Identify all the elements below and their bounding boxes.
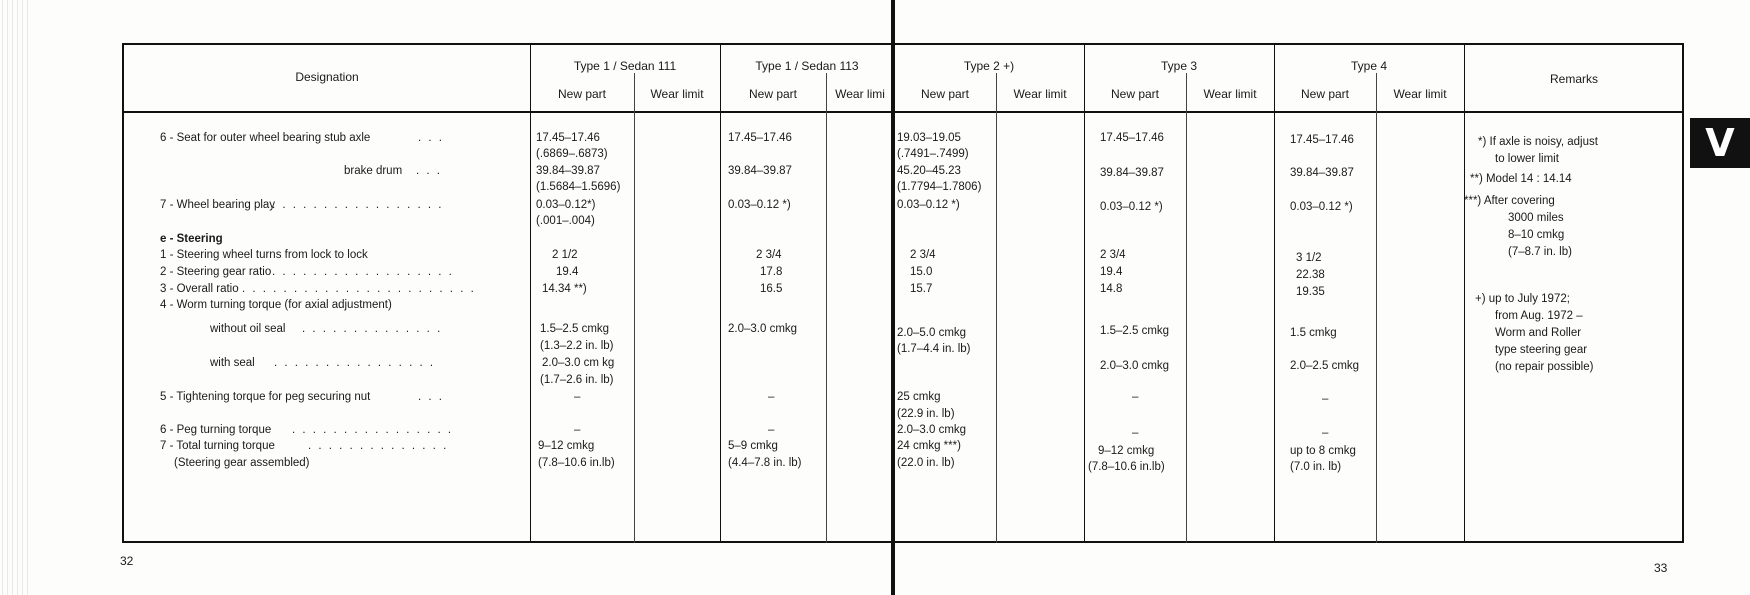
spec-table: [122, 43, 1684, 543]
leader-dots: . . . . . . . . . . . . . .: [308, 440, 449, 452]
value-cell: 2.0–3.0 cmkg: [1100, 360, 1170, 372]
value-cell: (7.8–10.6 in.lb): [1088, 461, 1165, 473]
remark-line: ***) After covering: [1464, 195, 1555, 207]
column-divider: [530, 45, 531, 541]
paper-edge-texture: [0, 0, 30, 595]
remark-line: *) If axle is noisy, adjust: [1478, 136, 1598, 148]
leader-dots: . . .: [416, 165, 442, 177]
value-cell: –: [1322, 427, 1329, 439]
value-cell: up to 8 cmkg: [1290, 445, 1356, 457]
value-cell: 19.4: [556, 266, 579, 278]
value-cell: 19.03–19.05: [897, 132, 961, 144]
leader-dots: . . . . . . . . . . . . . . . . .: [272, 199, 444, 211]
column-divider: [894, 45, 895, 541]
designation-header: Designation: [295, 70, 359, 84]
column-divider: [1464, 45, 1465, 541]
subcolumn-divider: [996, 73, 997, 543]
designation-row: 3 - Overall ratio: [160, 283, 239, 295]
new-part-header: New part: [1110, 87, 1160, 101]
leader-dots: . . . . . . . . . . . . . . . . . . . . . . .: [242, 283, 476, 295]
new-part-header: New part: [920, 87, 970, 101]
value-cell: 0.03–0.12 *): [728, 199, 791, 211]
leader-dots: . . . . . . . . . . . . . . . .: [292, 424, 454, 436]
value-cell: –: [768, 424, 775, 436]
remark-line: from Aug. 1972 –: [1495, 310, 1583, 322]
value-cell: 3 1/2: [1296, 252, 1322, 264]
section-tab: V: [1690, 118, 1750, 168]
value-cell: 2.0–2.5 cmkg: [1290, 360, 1360, 372]
subcolumn-divider: [634, 73, 635, 543]
value-cell: (22.0 in. lb): [897, 457, 955, 469]
value-cell: 19.35: [1296, 286, 1325, 298]
type3-header: Type 3: [1160, 59, 1198, 73]
leader-dots: . . . . . . . . . . . . . . . . . .: [272, 266, 454, 278]
value-cell: 5–9 cmkg: [728, 440, 778, 452]
remark-line: **) Model 14 : 14.14: [1470, 173, 1572, 185]
value-cell: –: [1132, 427, 1139, 439]
value-cell: –: [574, 391, 581, 403]
value-cell: 16.5: [760, 283, 783, 295]
value-cell: 39.84–39.87: [536, 165, 600, 177]
designation-row: 6 - Seat for outer wheel bearing stub axle: [160, 132, 371, 144]
new-part-header: New part: [1300, 87, 1350, 101]
wear-limit-header: Wear limi: [835, 87, 885, 101]
leader-dots: . . .: [418, 391, 444, 403]
wear-limit-header: Wear limit: [1393, 87, 1447, 101]
value-cell: 15.0: [910, 266, 933, 278]
remark-line: (no repair possible): [1495, 361, 1594, 373]
value-cell: 0.03–0.12 *): [897, 199, 960, 211]
wear-limit-header: Wear limit: [1203, 87, 1257, 101]
value-cell: 22.38: [1296, 269, 1325, 281]
value-cell: (22.9 in. lb): [897, 408, 955, 420]
designation-row: 7 - Wheel bearing play: [160, 199, 276, 211]
value-cell: (.001–.004): [536, 215, 595, 227]
subcolumn-divider: [1186, 73, 1187, 543]
value-cell: 2.0–3.0 cmkg: [728, 323, 798, 335]
value-cell: (1.7–2.6 in. lb): [540, 374, 614, 386]
column-divider: [1084, 45, 1085, 541]
wear-limit-header: Wear limit: [1013, 87, 1067, 101]
value-cell: 17.45–17.46: [1290, 134, 1354, 146]
value-cell: (7.8–10.6 in.lb): [538, 457, 615, 469]
designation-row: 5 - Tightening torque for peg securing nut: [160, 391, 371, 403]
value-cell: 17.8: [760, 266, 783, 278]
value-cell: 2.0–3.0 cmkg: [897, 424, 967, 436]
value-cell: 1.5–2.5 cmkg: [1100, 325, 1170, 337]
value-cell: –: [1132, 391, 1139, 403]
value-cell: 2.0–5.0 cmkg: [897, 327, 967, 339]
designation-row: 4 - Worm turning torque (for axial adjustment): [160, 299, 392, 311]
page-number-left: 32: [120, 554, 134, 568]
designation-row: 2 - Steering gear ratio: [160, 266, 272, 278]
value-cell: 2 3/4: [756, 249, 782, 261]
designation-row: brake drum: [344, 165, 403, 177]
remark-line: Worm and Roller: [1495, 327, 1582, 339]
value-cell: 2 3/4: [910, 249, 936, 261]
remark-line: +) up to July 1972;: [1475, 293, 1570, 305]
value-cell: (7.0 in. lb): [1290, 461, 1342, 473]
value-cell: 19.4: [1100, 266, 1123, 278]
value-cell: 39.84–39.87: [728, 165, 792, 177]
value-cell: 2.0–3.0 cm kg: [542, 357, 615, 369]
value-cell: 14.8: [1100, 283, 1123, 295]
remark-line: (7–8.7 in. lb): [1508, 246, 1572, 258]
designation-row: (Steering gear assembled): [174, 457, 310, 469]
value-cell: 9–12 cmkg: [1098, 445, 1155, 457]
leader-dots: . . . . . . . . . . . . . . . .: [274, 357, 436, 369]
designation-row: 7 - Total turning torque: [160, 440, 275, 452]
value-cell: (.7491–.7499): [897, 148, 969, 160]
type1-111-header: Type 1 / Sedan 111: [573, 59, 677, 73]
value-cell: (1.5684–1.5696): [536, 181, 621, 193]
value-cell: 15.7: [910, 283, 933, 295]
remark-line: 8–10 cmkg: [1508, 229, 1565, 241]
remark-line: 3000 miles: [1508, 212, 1564, 224]
subcolumn-divider: [1376, 73, 1377, 543]
value-cell: 0.03–0.12 *): [1100, 201, 1163, 213]
header-separator: [124, 111, 1682, 113]
value-cell: 25 cmkg: [897, 391, 941, 403]
type2-header: Type 2 +): [963, 59, 1015, 73]
column-divider: [1274, 45, 1275, 541]
value-cell: 9–12 cmkg: [538, 440, 595, 452]
section-heading: e - Steering: [160, 233, 223, 245]
value-cell: 39.84–39.87: [1290, 167, 1354, 179]
type1-113-header: Type 1 / Sedan 113: [755, 59, 859, 73]
designation-row: 6 - Peg turning torque: [160, 424, 272, 436]
column-divider: [720, 45, 721, 541]
value-cell: 17.45–17.46: [728, 132, 792, 144]
value-cell: 45.20–45.23: [897, 165, 961, 177]
type4-header: Type 4: [1350, 59, 1388, 73]
value-cell: 2 1/2: [552, 249, 578, 261]
value-cell: –: [1322, 393, 1329, 405]
leader-dots: . . .: [418, 132, 444, 144]
value-cell: 24 cmkg ***): [897, 440, 961, 452]
value-cell: 2 3/4: [1100, 249, 1126, 261]
value-cell: 0.03–0.12 *): [1290, 201, 1353, 213]
value-cell: (1.7–4.4 in. lb): [897, 343, 971, 355]
value-cell: –: [574, 424, 581, 436]
new-part-header: New part: [748, 87, 798, 101]
subcolumn-divider: [826, 73, 827, 543]
designation-row: with seal: [210, 357, 255, 369]
remark-line: to lower limit: [1495, 153, 1559, 165]
value-cell: 39.84–39.87: [1100, 167, 1164, 179]
value-cell: 14.34 **): [542, 283, 587, 295]
remarks-header: Remarks: [1549, 72, 1598, 86]
value-cell: 1.5–2.5 cmkg: [540, 323, 610, 335]
value-cell: 1.5 cmkg: [1290, 327, 1337, 339]
designation-row: without oil seal: [210, 323, 286, 335]
leader-dots: . . . . . . . . . . . . . .: [302, 323, 443, 335]
value-cell: (1.7794–1.7806): [897, 181, 982, 193]
remark-line: type steering gear: [1495, 344, 1588, 356]
value-cell: 17.45–17.46: [1100, 132, 1164, 144]
value-cell: (.6869–.6873): [536, 148, 608, 160]
value-cell: –: [768, 391, 775, 403]
page-number-right: 33: [1654, 561, 1668, 575]
wear-limit-header: Wear limit: [650, 87, 704, 101]
value-cell: 17.45–17.46: [536, 132, 600, 144]
value-cell: (1.3–2.2 in. lb): [540, 340, 614, 352]
new-part-header: New part: [557, 87, 607, 101]
value-cell: 0.03–0.12*): [536, 199, 596, 211]
value-cell: (4.4–7.8 in. lb): [728, 457, 802, 469]
designation-row: 1 - Steering wheel turns from lock to lock: [160, 249, 368, 261]
